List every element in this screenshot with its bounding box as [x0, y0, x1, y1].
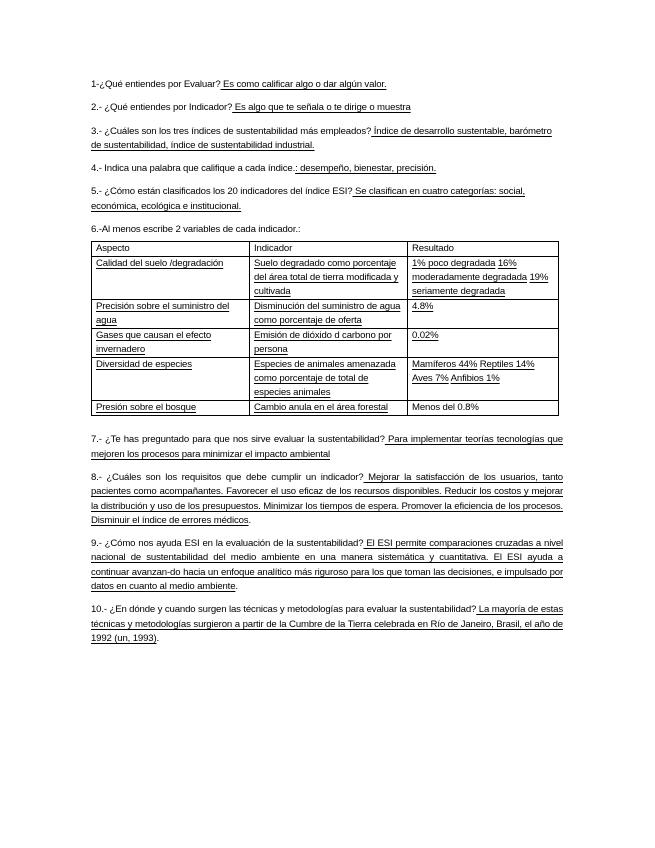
question-answer: La mayoría de estas técnicas y metodologías surgieron a partir de la Cumbre de la Tierra celebrada en Río de Janeiro, Brasil, el año de 1992 (un, 1993) [91, 604, 563, 644]
table-cell [250, 401, 408, 416]
table-row [92, 329, 559, 358]
table-cell [92, 401, 250, 416]
question-answer: Índice de desarrollo sustentable, barómetro de sustentabilidad, índice de sustentabilidad industrial. [91, 125, 552, 151]
question-prompt: 6.-Al menos escribe 2 variables de cada indicador.: [91, 224, 301, 236]
header-aspecto: Aspecto [96, 243, 130, 255]
table-cell [250, 358, 408, 401]
result-text: 19% seriamente degradada [412, 272, 549, 298]
table-cell [250, 300, 408, 329]
question-answer: El ESI permite comparaciones cruzadas a nivel nacional de sustentabilidad del medio ambiente en una manera sistemática y cuantitativa. El ESI ayuda a continuar avanzan-do hacia un enfoque analítico más riguroso para los que toman las decisiones, e impulsado por datos en cuanto al medio ambiente [91, 538, 563, 593]
table-header-cell [408, 242, 559, 257]
table-cell [408, 401, 559, 416]
indicator-text: Disminución del suministro de agua como porcentaje de oferta [254, 301, 401, 327]
table-header-row [92, 242, 559, 257]
question-3 [91, 125, 563, 154]
table-row [92, 358, 559, 401]
table-cell [408, 300, 559, 329]
question-prompt: 4.- Indica una palabra que califique a cada índice. [91, 163, 296, 175]
table-cell [250, 329, 408, 358]
header-indicador: Indicador [254, 243, 293, 255]
result-text: 4.8% [412, 301, 434, 313]
table-cell [92, 257, 250, 300]
table-cell [408, 257, 559, 300]
result-text: 16% moderadamente degradada [412, 258, 527, 284]
indicator-text: Especies de animales amenazada como porcentaje de total de especies animales [254, 359, 396, 399]
indicator-text: Suelo degradado como porcentaje del área total de tierra modificada y cultivada [254, 258, 399, 298]
aspect-text: Precisión sobre el suministro del agua [96, 301, 230, 327]
table-cell [250, 257, 408, 300]
result-text: 1% poco degradada [412, 258, 496, 270]
question-prompt: 8.- ¿Cuáles son los requisitos que debe cumplir un indicador? [91, 471, 364, 483]
table-cell [408, 358, 559, 401]
table-cell [92, 300, 250, 329]
question-7 [91, 433, 563, 462]
question-tail: . [248, 514, 251, 526]
aspect-text: Diversidad de especies [96, 359, 192, 371]
question-answer: Mejorar la satisfacción de los usuarios, tanto pacientes como acompañantes. Favorecer el uso eficaz de los recursos disponibles. Reducir los costos y mejorar la distribución y uso de los presupuestos. Minimizar los tiempos de espera. Promover la eficiencia de los procesos. Disminuir el índice de errores médicos [91, 471, 563, 526]
question-prompt: 1-¿Qué entiendes por Evaluar? [91, 79, 221, 90]
table-cell [408, 329, 559, 358]
table-cell [92, 358, 250, 401]
table-row [92, 401, 559, 416]
question-prompt: 7.- ¿Te has preguntado para que nos sirve evaluar la sustentabilidad? [91, 434, 385, 446]
table-row [92, 300, 559, 329]
table-header-cell [92, 242, 250, 257]
aspect-text: Gases que causan el efecto invernadero [96, 330, 212, 356]
table-cell [92, 329, 250, 358]
question-answer: Para implementar teorías tecnologías que mejoren los procesos para minimizar el impacto ambiental [91, 434, 563, 460]
table-header-cell [250, 242, 408, 257]
question-tail: . [235, 581, 238, 593]
result-text: Aves 7% [412, 373, 449, 385]
question-answer: Es como calificar algo o dar algún valor. [220, 79, 387, 90]
result-text: Menos del 0.8% [412, 402, 479, 414]
result-text: Mamíferos 44% [412, 359, 478, 371]
indicator-text: Cambio anula en el área forestal [254, 402, 388, 414]
question-6 [91, 223, 563, 237]
question-answer: : desempeño, bienestar, precisión. [295, 163, 437, 175]
question-10 [91, 603, 563, 646]
result-text: Anfibios 1% [450, 373, 500, 385]
question-8 [91, 471, 563, 528]
header-resultado: Resultado [412, 243, 454, 255]
result-text: 0.02% [412, 330, 439, 342]
question-1 [91, 78, 563, 92]
aspect-text: Presión sobre el bosque [96, 402, 197, 414]
question-prompt: 3.- ¿Cuáles son los tres índices de sustentabilidad más empleados? [91, 125, 372, 137]
question-prompt: 2.- ¿Qué entiendes por Indicador? [91, 102, 233, 114]
indicators-table [91, 241, 559, 416]
result-text: Reptiles 14% [479, 359, 535, 371]
question-5 [91, 185, 563, 214]
question-answer: Es algo que te señala o te dirige o muestra [232, 102, 411, 114]
question-prompt: 10.- ¿En dónde y cuando surgen las técnicas y metodologías para evaluar la sustentabilidad? [91, 604, 477, 616]
question-2 [91, 101, 563, 115]
indicator-text: Emisión de dióxido d carbono por persona [254, 330, 392, 356]
question-9 [91, 537, 563, 594]
aspect-text: Calidad del suelo /degradación [96, 258, 224, 270]
question-tail: . [156, 632, 160, 644]
question-prompt: 9.- ¿Cómo nos ayuda ESI en la evaluación de la sustentabilidad? [91, 538, 364, 550]
document-content [91, 78, 563, 655]
question-prompt: 5.- ¿Cómo están clasificados los 20 indicadores del índice ESI? [91, 186, 353, 198]
table-row [92, 257, 559, 300]
question-4 [91, 162, 563, 176]
question-answer: Se clasifican en cuatro categorías: social, económica, ecológica e institucional. [91, 186, 526, 212]
